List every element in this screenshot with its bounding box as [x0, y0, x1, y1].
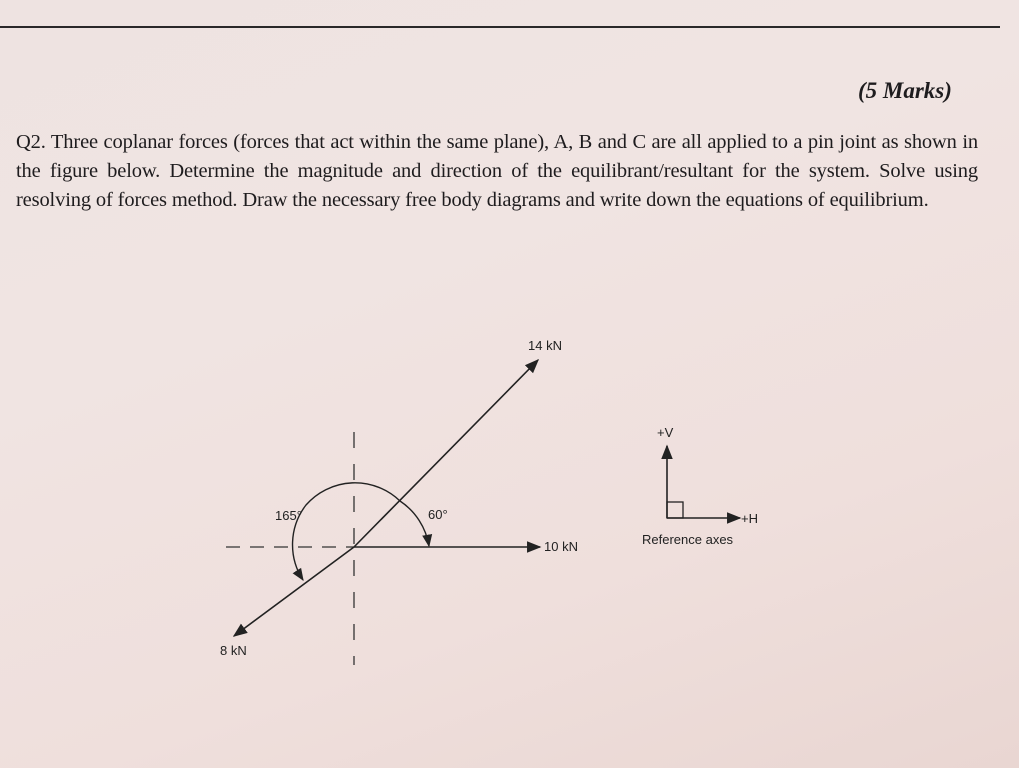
right-angle-marker [667, 502, 683, 518]
question-text: Q2. Three coplanar forces (forces that act within the same plane), A, B and C are all applied to a pin joint as shown in the figure below. Determine the magnitude and direction of the equilibrant/resultant for the system. Solve using resolving of forces method. Draw the necessary free body diagrams and write down the equations of equilibrium. [16, 131, 978, 211]
angle-60-label: 60° [428, 507, 448, 522]
force-8kn-label: 8 kN [220, 643, 247, 658]
angle-60-arc [400, 501, 429, 546]
angle-165-arc [293, 483, 400, 580]
angle-165-label: 165° [275, 508, 302, 523]
horizontal-axis-label: +H [741, 511, 758, 526]
force-10kn-label: 10 kN [544, 539, 578, 554]
reference-axes [642, 425, 758, 547]
marks-label: (5 Marks) [858, 78, 952, 103]
reference-axes-caption: Reference axes [642, 532, 734, 547]
force-14kn-label: 14 kN [528, 338, 562, 353]
vertical-axis-label: +V [657, 425, 674, 440]
